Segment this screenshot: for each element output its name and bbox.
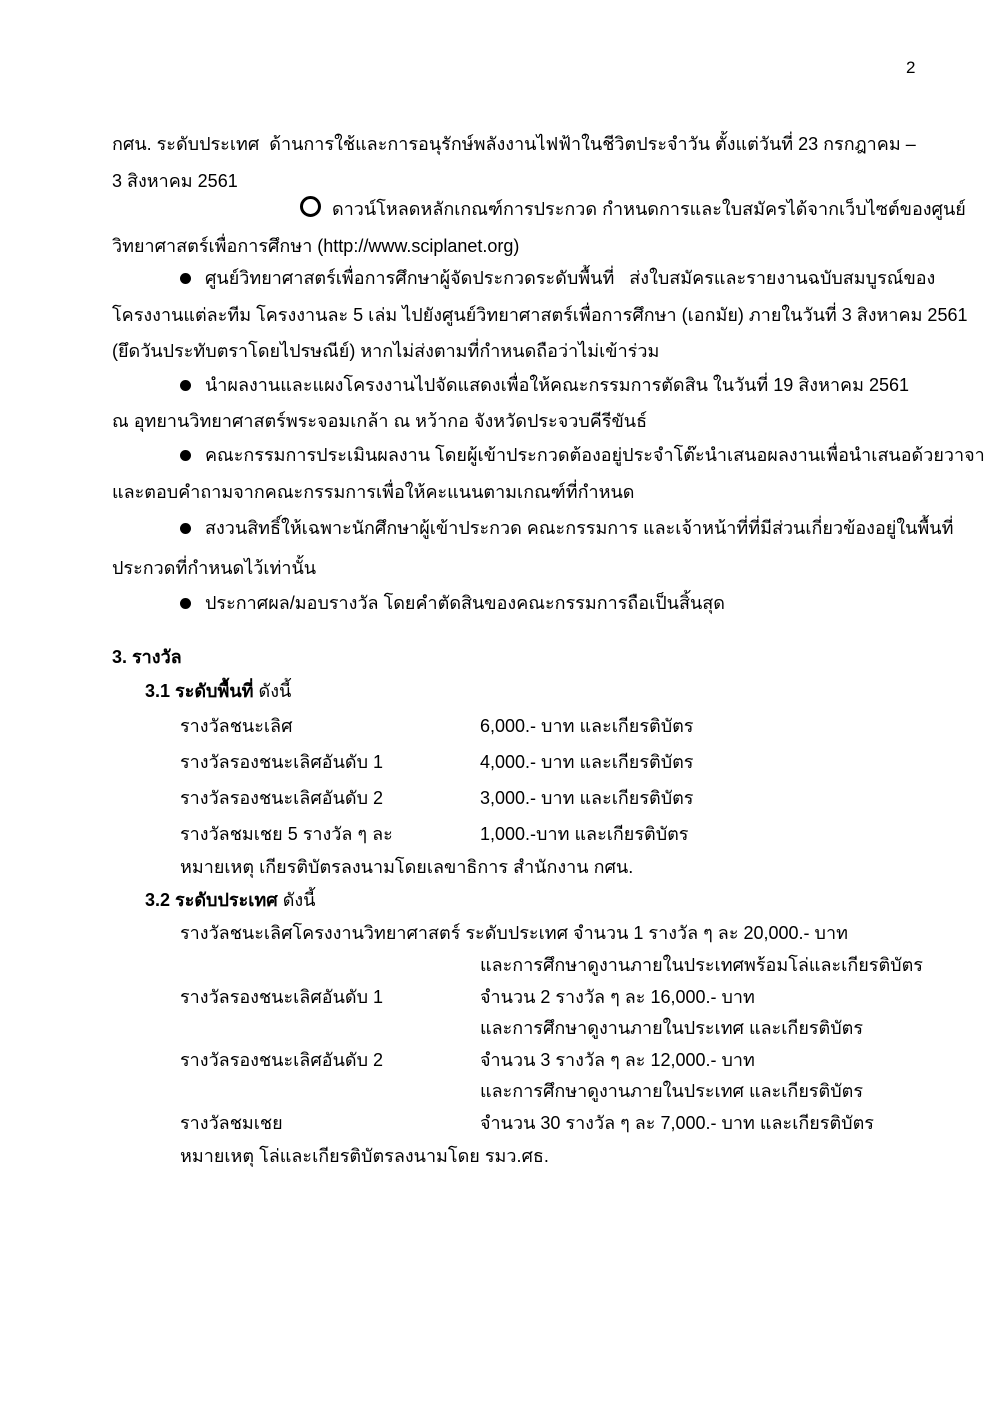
area-prize-label: รางวัลรองชนะเลิศอันดับ 1 <box>180 752 384 772</box>
bullet-submit-text-1: ศูนย์วิทยาศาสตร์เพื่อการศึกษาผู้จัดประกวดระดับพื้นที่ ส่งใบสมัครและรายงานฉบับสมบูรณ์ของ <box>205 268 936 288</box>
circle-bullet-icon <box>300 196 321 217</box>
area-prize-value: 4,000.- บาท และเกียรติบัตร <box>480 752 694 772</box>
national-prize-extra: และการศึกษาดูงานภายในประเทศ และเกียรติบัตร <box>480 1018 864 1038</box>
section-3-1-subheading <box>145 678 291 704</box>
national-prize-value: จำนวน 2 รางวัล ๆ ละ 16,000.- บาท <box>480 987 755 1007</box>
download-text-1: ดาวน์โหลดหลักเกณฑ์การประกวด กำหนดการและใบสมัครได้จากเว็บไซต์ของศูนย์ <box>332 199 966 219</box>
download-bullet-line-1 <box>300 196 966 222</box>
bullet-restrict-text-1: สงวนสิทธิ์ให้เฉพาะนักศึกษาผู้เข้าประกวด คณะกรรมการ และเจ้าหน้าที่ที่มีส่วนเกี่ยวข้องอยู่ในพื้นที่ <box>205 518 954 538</box>
area-prize-label: รางวัลรองชนะเลิศอันดับ 2 <box>180 788 384 808</box>
section-3-1-tail: ดังนี้ <box>253 681 292 701</box>
bullet-restrict-line-1 <box>180 515 953 541</box>
national-prize-row: รางวัลชนะเลิศโครงงานวิทยาศาสตร์ ระดับประเทศ จำนวน 1 รางวัล ๆ ละ 20,000.- บาท <box>180 923 848 943</box>
bullet-display-line-1 <box>180 372 909 398</box>
disc-bullet-icon <box>180 523 191 534</box>
area-prize-value: 1,000.-บาท และเกียรติบัตร <box>480 824 689 844</box>
national-prize-extra: และการศึกษาดูงานภายในประเทศพร้อมโล่และเกียรติบัตร <box>480 955 923 975</box>
section-3-2-subheading <box>145 887 315 913</box>
disc-bullet-icon <box>180 598 191 609</box>
section-3-2-tail: ดังนี้ <box>277 890 316 910</box>
area-prize-label: รางวัลชนะเลิศ <box>180 716 293 736</box>
download-bullet-line-2: วิทยาศาสตร์เพื่อการศึกษา (http://www.sciplanet.org) <box>112 236 520 256</box>
bullet-announce-text-1: ประกาศผล/มอบรางวัล โดยคำตัดสินของคณะกรรมการถือเป็นสิ้นสุด <box>205 593 725 613</box>
bullet-display-text-1: นำผลงานและแผงโครงงานไปจัดแสดงเพื่อให้คณะกรรมการตัดสิน ในวันที่ 19 สิงหาคม 2561 <box>205 375 910 395</box>
section-3-1-title: 3.1 ระดับพื้นที่ <box>145 681 254 701</box>
area-prize-note: หมายเหตุ เกียรติบัตรลงนามโดยเลขาธิการ สำนักงาน กศน. <box>180 857 634 877</box>
section-3-2-title: 3.2 ระดับประเทศ <box>145 890 278 910</box>
bullet-restrict-line-2: ประกวดที่กำหนดไว้เท่านั้น <box>112 558 317 578</box>
national-prize-value: จำนวน 30 รางวัล ๆ ละ 7,000.- บาท และเกียรติบัตร <box>480 1113 874 1133</box>
area-prize-value: 6,000.- บาท และเกียรติบัตร <box>480 716 694 736</box>
intro-line-1: กศน. ระดับประเทศ ด้านการใช้และการอนุรักษ์พลังงานไฟฟ้าในชีวิตประจำวัน ตั้งแต่วันที่ 23 กรกฎาคม – <box>112 134 916 154</box>
bullet-submit-line-3: (ยึดวันประทับตราโดยไปรษณีย์) หากไม่ส่งตามที่กำหนดถือว่าไม่เข้าร่วม <box>112 341 660 361</box>
national-prize-extra: และการศึกษาดูงานภายในประเทศ และเกียรติบัตร <box>480 1081 864 1101</box>
bullet-display-line-2: ณ อุทยานวิทยาศาสตร์พระจอมเกล้า ณ หว้ากอ จังหวัดประจวบคีรีขันธ์ <box>112 411 648 431</box>
bullet-announce-line-1 <box>180 590 725 616</box>
bullet-evaluate-text-1: คณะกรรมการประเมินผลงาน โดยผู้เข้าประกวดต้องอยู่ประจำโต๊ะนำเสนอผลงานเพื่อนำเสนอด้วยวาจา <box>205 445 985 465</box>
national-prize-label: รางวัลรองชนะเลิศอันดับ 2 <box>180 1050 384 1070</box>
area-prize-value: 3,000.- บาท และเกียรติบัตร <box>480 788 694 808</box>
bullet-evaluate-line-1 <box>180 442 985 468</box>
bullet-submit-line-1 <box>180 265 935 291</box>
national-prize-value: จำนวน 3 รางวัล ๆ ละ 12,000.- บาท <box>480 1050 755 1070</box>
section-3-heading: 3. รางวัล <box>112 647 182 667</box>
bullet-submit-line-2: โครงงานแต่ละทีม โครงงานละ 5 เล่ม ไปยังศูนย์วิทยาศาสตร์เพื่อการศึกษา (เอกมัย) ภายในวันที่ 3 สิงหาคม 2561 <box>112 305 968 325</box>
national-prize-label: รางวัลรองชนะเลิศอันดับ 1 <box>180 987 384 1007</box>
document-content <box>112 0 985 1403</box>
area-prize-label: รางวัลชมเชย 5 รางวัล ๆ ละ <box>180 824 393 844</box>
intro-line-2: 3 สิงหาคม 2561 <box>112 171 238 191</box>
page-number: 2 <box>906 58 916 77</box>
national-prize-note: หมายเหตุ โล่และเกียรติบัตรลงนามโดย รมว.ศธ. <box>180 1146 549 1166</box>
bullet-evaluate-line-2: และตอบคำถามจากคณะกรรมการเพื่อให้คะแนนตามเกณฑ์ที่กำหนด <box>112 482 635 502</box>
national-prize-label: รางวัลชมเชย <box>180 1113 283 1133</box>
disc-bullet-icon <box>180 380 191 391</box>
disc-bullet-icon <box>180 273 191 284</box>
disc-bullet-icon <box>180 450 191 461</box>
